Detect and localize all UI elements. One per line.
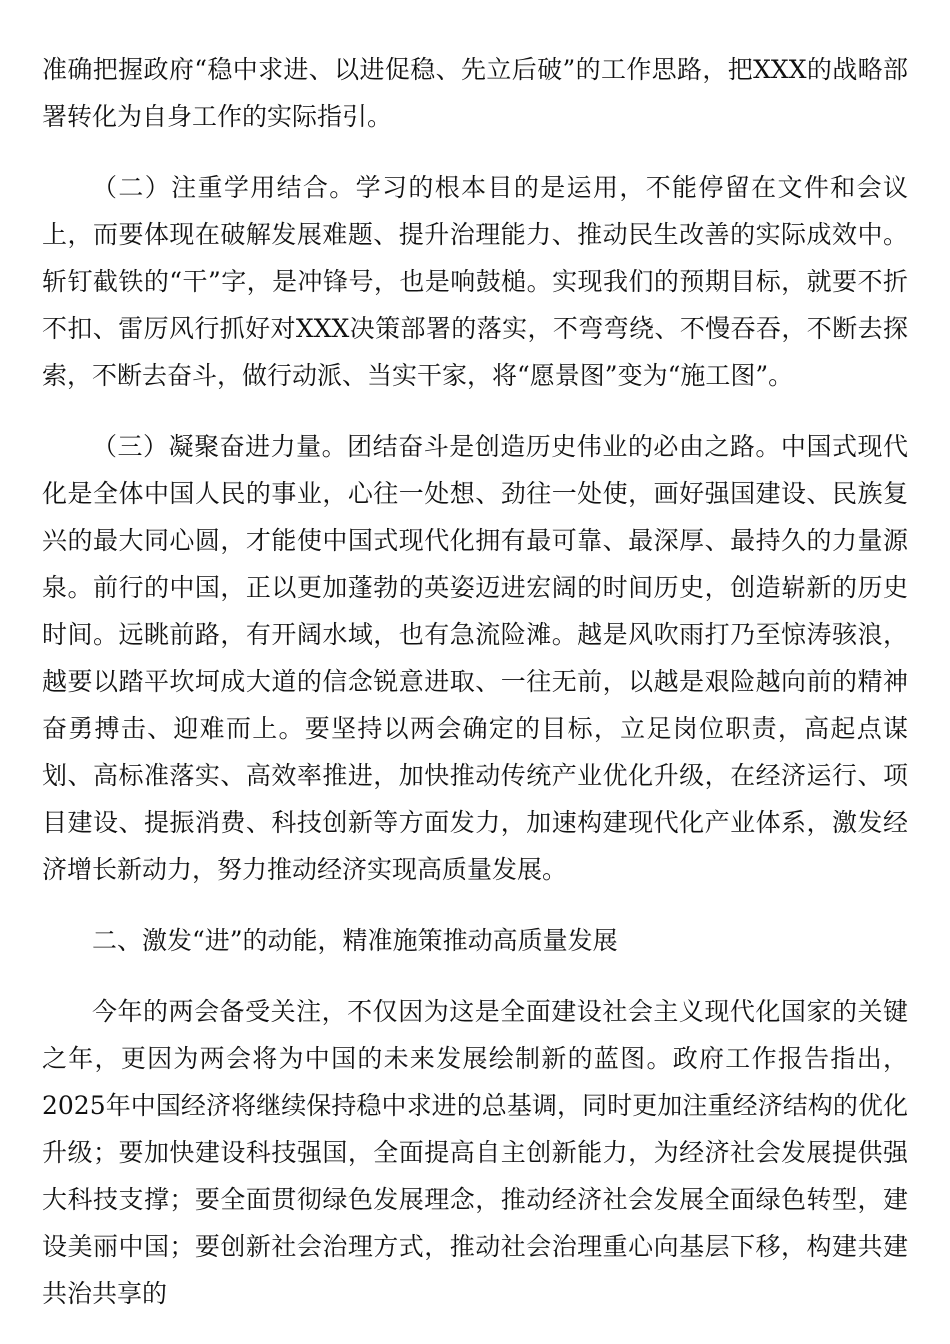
paragraph-two-sessions: 今年的两会备受关注，不仅因为这是全面建设社会主义现代化国家的关键之年，更因为两会将为中国的未来发展绘制新的蓝图。政府工作报告指出，2025年中国经济将继续保持稳中求进的总基调，同时更加注重经济结构的优化升级；要加快建设科技强国，全面提高自主创新能力，为经济社会发展提供强大科技支撑；要全面贯彻绿色发展理念，推动经济社会发展全面绿色转型，建设美丽中国；要创新社会治理方式，推动社会治理重心向基层下移，构建共建共治共享的 bbox=[42, 997, 908, 1308]
paragraph-continuation: 准确把握政府“稳中求进、以进促稳、先立后破”的工作思路，把XXX的战略部署转化为自身工作的实际指引。 bbox=[42, 55, 908, 131]
paragraph-study-application: （二）注重学用结合。学习的根本目的是运用，不能停留在文件和会议上，而要体现在破解发展难题、提升治理能力、推动民生改善的实际成效中。斩钉截铁的“干”字，是冲锋号，也是响鼓槌。实现我们的预期目标，就要不折不扣、雷厉风行抓好对XXX决策部署的落实，不弯弯绕、不慢吞吞，不断去探索，不断去奋斗，做行动派、当实干家，将“愿景图”变为“施工图”。 bbox=[42, 173, 908, 390]
section-heading: 二、激发“进”的动能，精准施策推动高质量发展 bbox=[92, 926, 618, 955]
document-page bbox=[42, 46, 908, 1317]
paragraph-unite-forces: （三）凝聚奋进力量。团结奋斗是创造历史伟业的必由之路。中国式现代化是全体中国人民的事业，心往一处想、劲往一处使，画好强国建设、民族复兴的最大同心圆，才能使中国式现代化拥有最可靠、最深厚、最持久的力量源泉。前行的中国，正以更加蓬勃的英姿迈进宏阔的时间历史，创造崭新的历史时间。远眺前路，有开阔水域，也有急流险滩。越是风吹雨打乃至惊涛骇浪，越要以踏平坎坷成大道的信念锐意进取、一往无前，以越是艰险越向前的精神奋勇搏击、迎难而上。要坚持以两会确定的目标，立足岗位职责，高起点谋划、高标准落实、高效率推进，加快推动传统产业优化升级，在经济运行、项目建设、提振消费、科技创新等方面发力，加速构建现代化产业体系，激发经济增长新动力，努力推动经济实现高质量发展。 bbox=[42, 432, 908, 884]
